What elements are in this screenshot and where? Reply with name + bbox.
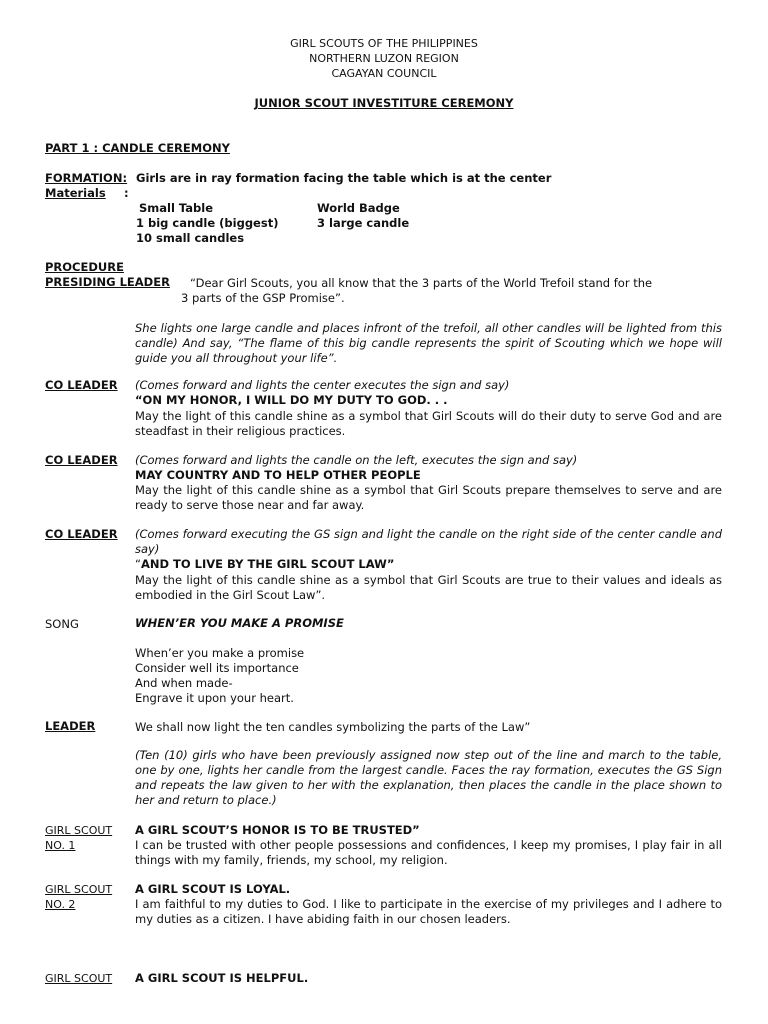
material-item: 3 large candle xyxy=(317,216,410,230)
co-leader-label: CO LEADER xyxy=(45,453,118,467)
material-item: 1 big candle (biggest) xyxy=(136,216,279,230)
song-line: When’er you make a promise xyxy=(135,646,305,660)
materials-colon: : xyxy=(124,186,129,200)
region-name: NORTHERN LUZON REGION xyxy=(309,52,459,65)
materials-label: Materials xyxy=(45,186,106,200)
quote-mark: “ xyxy=(135,557,141,571)
co-leader-note: (Comes forward and lights the center executes the sign and say) xyxy=(135,378,510,392)
co-leader-heading xyxy=(135,557,394,571)
girl-scout-number: NO. 2 xyxy=(45,898,76,911)
procedure-label: PROCEDURE xyxy=(45,260,124,274)
girl-scout-label: GIRL SCOUT xyxy=(45,883,113,896)
leader-note: (Ten (10) girls who have been previously assigned now step out of the line and march to the table, one by one, lights her candle from the largest candle. Faces the ray formation, executes the GS Sign and repeats the law given to her with the explanation, then places the candle in the place shown to her and return to place.) xyxy=(135,748,722,807)
girl-scout-label: GIRL SCOUT xyxy=(45,824,113,837)
co-leader-heading: “ON MY HONOR, I WILL DO MY DUTY TO GOD. . . xyxy=(135,393,448,407)
co-leader-text: May the light of this candle shine as a symbol that Girl Scouts prepare themselves to serve and are ready to serve those near and far away. xyxy=(135,483,722,512)
scout-law-text: I can be trusted with other people possessions and confidences, I keep my promises, I play fair in all things with my family, friends, my school, my religion. xyxy=(135,838,722,867)
song-label: SONG xyxy=(45,617,79,631)
council-name: CAGAYAN COUNCIL xyxy=(331,67,437,80)
co-leader-heading-text: AND TO LIVE BY THE GIRL SCOUT LAW” xyxy=(140,557,395,571)
girl-scout-number: NO. 1 xyxy=(45,839,76,852)
co-leader-text: May the light of this candle shine as a symbol that Girl Scouts will do their duty to serve God and are steadfast in their religious practices. xyxy=(135,409,722,438)
co-leader-text: May the light of this candle shine as a symbol that Girl Scouts are true to their values and ideals as embodied in the Girl Scout Law”. xyxy=(135,573,722,602)
material-item: Small Table xyxy=(139,201,214,215)
song-line: And when made- xyxy=(135,676,233,690)
material-item: 10 small candles xyxy=(136,231,245,245)
formation-text: Girls are in ray formation facing the table which is at the center xyxy=(136,171,552,185)
scout-law-heading: A GIRL SCOUT’S HONOR IS TO BE TRUSTED” xyxy=(135,823,420,837)
co-leader-label: CO LEADER xyxy=(45,378,118,392)
presiding-leader-label: PRESIDING LEADER xyxy=(45,275,170,289)
scout-law-text: I am faithful to my duties to God. I like to participate in the exercise of my privileges and I adhere to my duties as a citizen. I have abiding faith in our chosen leaders. xyxy=(135,897,722,926)
co-leader-note: (Comes forward and lights the candle on the left, executes the sign and say) xyxy=(135,453,578,467)
formation-label: FORMATION: xyxy=(45,171,128,185)
girl-scout-label: GIRL SCOUT xyxy=(45,972,113,985)
presiding-leader-speech-cont: 3 parts of the GSP Promise”. xyxy=(181,291,345,305)
presiding-leader-note: She lights one large candle and places infront of the trefoil, all other candles will be lighted from this candle) And say, “The flame of this big candle represents the spirit of Scouting which we hope will guide you all throughout your life”. xyxy=(135,321,722,365)
song-line: Engrave it upon your heart. xyxy=(135,691,294,705)
song-title: WHEN’ER YOU MAKE A PROMISE xyxy=(135,616,344,630)
co-leader-label: CO LEADER xyxy=(45,527,118,541)
document-title: JUNIOR SCOUT INVESTITURE CEREMONY xyxy=(254,96,514,110)
scout-law-heading: A GIRL SCOUT IS LOYAL. xyxy=(135,882,291,896)
leader-label: LEADER xyxy=(45,719,96,733)
leader-text: We shall now light the ten candles symbolizing the parts of the Law” xyxy=(135,720,531,734)
part-heading: PART 1 : CANDLE CEREMONY xyxy=(45,141,230,155)
org-name: GIRL SCOUTS OF THE PHILIPPINES xyxy=(290,37,478,50)
presiding-leader-speech: “Dear Girl Scouts, you all know that the 3 parts of the World Trefoil stand for the xyxy=(190,276,653,290)
song-line: Consider well its importance xyxy=(135,661,299,675)
co-leader-note: (Comes forward executing the GS sign and light the candle on the right side of the center candle and say) xyxy=(135,527,722,556)
material-item: World Badge xyxy=(317,201,400,215)
co-leader-heading: MAY COUNTRY AND TO HELP OTHER PEOPLE xyxy=(135,468,421,482)
scout-law-heading: A GIRL SCOUT IS HELPFUL. xyxy=(135,971,309,985)
